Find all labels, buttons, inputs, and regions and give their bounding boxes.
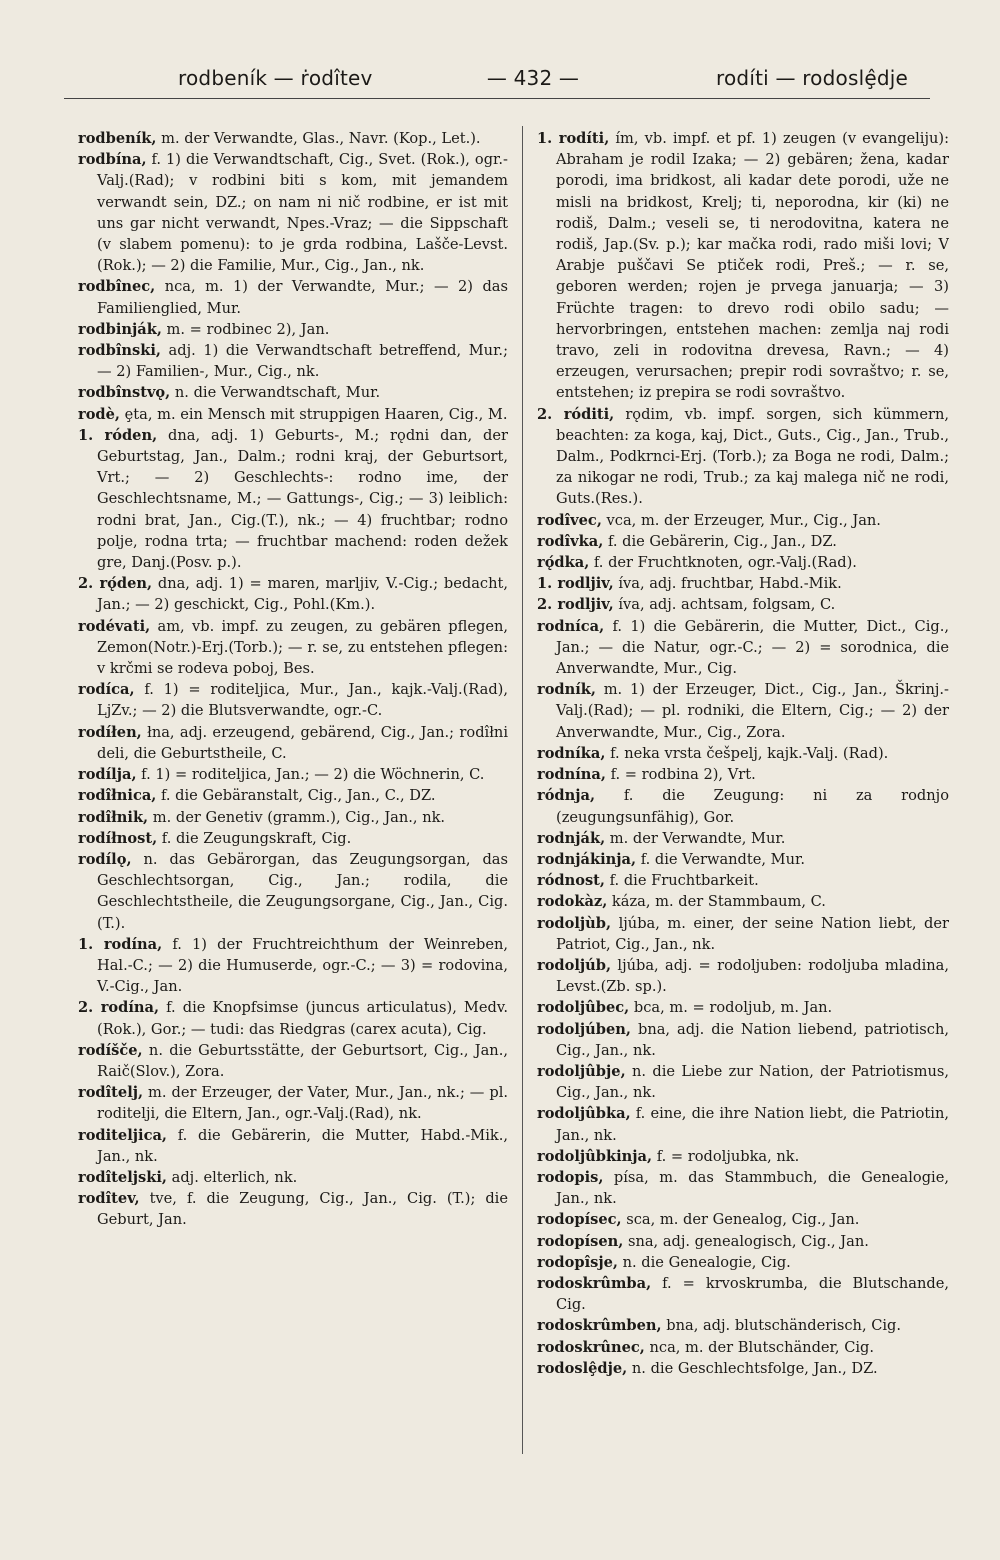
dictionary-entry [537, 1315, 949, 1336]
entry-definition: n. die Verwandtschaft, Mur. [170, 384, 381, 402]
entry-headword: rodbînski, [78, 342, 161, 360]
right-column [537, 128, 949, 1458]
dictionary-entry [537, 1167, 949, 1209]
dictionary-entry [78, 1040, 508, 1082]
entry-definition: nca, m. 1) der Verwandte, Mur.; — 2) das Familienglied, Mur. [97, 278, 508, 317]
dictionary-entry [78, 382, 508, 403]
dictionary-entry [537, 955, 949, 997]
dictionary-entry [537, 1061, 949, 1103]
entry-headword: rodíłen, [78, 723, 142, 741]
entry-definition: íva, adj. achtsam, folgsam, C. [613, 596, 836, 614]
entry-headword: 2. róditi, [537, 405, 615, 423]
entry-definition: f. = krvoskrumba, die Blutschande, Cig. [556, 1274, 949, 1314]
dictionary-entry [537, 1252, 949, 1273]
entry-definition: ȩta, m. ein Mensch mit struppigen Haaren, Cig., M. [120, 405, 508, 423]
entry-headword: rodbeník, [78, 130, 157, 147]
entry-headword: rodè, [78, 405, 120, 423]
dictionary-entry [537, 510, 949, 531]
entry-headword: rodopísen, [537, 1232, 624, 1250]
running-head [118, 66, 908, 94]
dictionary-entry [78, 849, 508, 934]
running-head-right: rodíti — rodoslȩ̂dje [716, 66, 908, 90]
entry-headword: rodoljúb, [537, 956, 612, 974]
entry-definition: f. 1) = roditeljica, Mur., Jan., kajk.-Valj.(Rad), LjZv.; — 2) die Blutsverwandte, ogr.-C. [97, 681, 508, 720]
entry-headword: ródnja, [537, 787, 596, 805]
entry-headword: rodopis, [537, 1168, 604, 1186]
header-rule [64, 98, 930, 99]
entry-definition: n. die Geschlechtsfolge, Jan., DZ. [627, 1359, 878, 1377]
dictionary-entry [78, 1125, 508, 1167]
entry-definition: f. die Fruchtbarkeit. [605, 872, 759, 890]
dictionary-entry [78, 1188, 508, 1230]
entry-headword: rodníka, [537, 744, 606, 762]
entry-definition: ím, vb. impf. et pf. 1) zeugen (v evangeliju): Abraham je rodil Izaka; — 2) gebären; žena, kadar porodi, ima bridkost, ali kadar dete porodi, uže ne misli na bridkost, Krelj; ti, neporodna, kir (ki) ne rodiš, Dalm.; veseli se, ti nerodovitna, katera ne rodiš, Jap.(Sv. p.); kar mačka rodi, rado miši lovi; V Arabje puščavi Se ptiček rodi, Preš.; — r. se, geboren werden; rojen je prvega januarja; — 3) Früchte tragen: to drevo rodi obilo sadu; — hervorbringen, entstehen machen: zemlja naj rodi travo, zeli in rodovitna drevesa, Ravn.; — 4) erzeugen, verursachen; prepir rodi sovraštvo; r. se, entstehen; iz prepira se rodi sovraštvo. [556, 130, 949, 402]
entry-headword: rodnína, [537, 766, 606, 784]
entry-definition: f. 1) die Gebärerin, die Mutter, Dict., Cig., Jan.; — die Natur, ogr.-C.; — 2) = sorodnica, die Anverwandte, Mur., Cig. [556, 617, 949, 678]
dictionary-entry [537, 828, 949, 849]
entry-headword: rodbînec, [78, 278, 156, 296]
dictionary-entry [537, 1019, 949, 1061]
entry-headword: rodbinják, [78, 320, 162, 338]
dictionary-entry [78, 425, 508, 573]
entry-definition: łna, adj. erzeugend, gebärend, Cig., Jan.; rodîłni deli, die Geburtstheile, C. [97, 723, 508, 762]
entry-headword: 1. rodína, [78, 935, 163, 953]
dictionary-entry [78, 785, 508, 806]
dictionary-entry [78, 149, 508, 276]
entry-headword: rodîteljski, [78, 1168, 167, 1186]
dictionary-entry [537, 1209, 949, 1230]
dictionary-entry [537, 849, 949, 870]
dictionary-entry [537, 785, 949, 827]
entry-definition: rǫdim, vb. impf. sorgen, sich kümmern, beachten: za koga, kaj, Dict., Guts., Cig., Jan., Trub., Dalm., Podkrnci-Erj. (Torb.); za Boga ne rodi, Dalm.; za nikogar ne rodi, Trub.; za kaj malega nič ne rodi, Guts.(Res.). [556, 405, 949, 508]
dictionary-entry [78, 319, 508, 340]
dictionary-entry [78, 128, 508, 149]
entry-definition: m. der Erzeuger, der Vater, Mur., Jan., nk.; — pl. roditelji, die Eltern, Jan., ogr.-Valj.(Rad), nk. [97, 1084, 508, 1123]
entry-definition: am, vb. impf. zu zeugen, zu gebären pflegen, Zemon(Notr.)-Erj.(Torb.); — r. se, zu entstehen pflegen: v krčmi se rodeva poboj, Bes. [97, 617, 508, 678]
dictionary-entry [78, 404, 508, 425]
entry-headword: 1. rodljiv, [537, 575, 614, 593]
entry-definition: bna, adj. blutschänderisch, Cig. [661, 1317, 902, 1335]
entry-definition: n. die Liebe zur Nation, der Patriotismus, Cig., Jan., nk. [556, 1062, 949, 1102]
entry-definition: dna, adj. 1) Geburts-, M.; rǫdni dan, der Geburtstag, Jan., Dalm.; rodni kraj, der Geburtsort, Vrt.; — 2) Geschlechts-: rodno ime, der Geschlechtsname, M.; — Gattungs-, Cig.; — 3) leiblich: rodni brat, Jan., Cig.(T.), nk.; — 4) fruchtbar; rodno polje, rodna trta; — fruchtbar machend: roden dežek gre, Danj.(Posv. p.). [97, 426, 508, 572]
entry-headword: rodnjákinja, [537, 850, 637, 868]
dictionary-entry [537, 128, 949, 404]
dictionary-entry [537, 531, 949, 552]
entry-definition: f. der Fruchtknoten, ogr.-Valj.(Rad). [589, 554, 857, 572]
entry-definition: f. die Verwandte, Mur. [636, 850, 806, 868]
dictionary-entry [537, 891, 949, 912]
entry-definition: adj. elterlich, nk. [166, 1168, 298, 1186]
entry-definition: f. die Gebäranstalt, Cig., Jan., C., DZ. [156, 787, 436, 805]
entry-definition: sca, m. der Genealog, Cig., Jan. [621, 1211, 860, 1229]
dictionary-entry [78, 807, 508, 828]
dictionary-entry [78, 1082, 508, 1124]
entry-headword: 1. róden, [78, 426, 158, 444]
dictionary-entry [78, 997, 508, 1039]
dictionary-entry [537, 764, 949, 785]
dictionary-entry [78, 573, 508, 615]
entry-definition: n. das Gebärorgan, das Zeugungsorgan, das Geschlechtsorgan, Cig., Jan.; rodila, die Geschlechtstheile, die Zeugungsorgane, Cig., Jan., Cig.(T.). [97, 850, 508, 932]
entry-headword: rodoskrûnec, [537, 1338, 645, 1356]
dictionary-entry [537, 552, 949, 573]
entry-definition: f. 1) = roditeljica, Jan.; — 2) die Wöchnerin, C. [136, 766, 485, 784]
dictionary-entry [537, 1103, 949, 1145]
entry-definition: ljúba, m. einer, der seine Nation liebt, der Patriot, Cig., Jan., nk. [556, 914, 949, 953]
entry-headword: rodoljùb, [537, 914, 612, 932]
entry-headword: rodoskrûmba, [537, 1274, 652, 1292]
dictionary-entry [78, 276, 508, 318]
dictionary-entry [78, 340, 508, 382]
dictionary-entry [537, 743, 949, 764]
entry-headword: 2. rodína, [78, 999, 160, 1017]
entry-definition: f. = rodbina 2), Vrt. [605, 766, 756, 784]
dictionary-entry [537, 1273, 949, 1315]
entry-definition: m. = rodbinec 2), Jan. [161, 320, 330, 338]
entry-definition: ljúba, adj. = rodoljuben: rodoljuba mladina, Levst.(Zb. sp.). [556, 956, 949, 996]
entry-headword: rodîtev, [78, 1190, 140, 1208]
entry-definition: f. eine, die ihre Nation liebt, die Patriotin, Jan., nk. [556, 1105, 949, 1144]
entry-definition: písa, m. das Stammbuch, die Genealogie, Jan., nk. [556, 1168, 949, 1208]
entry-headword: rodoljûbka, [537, 1105, 631, 1123]
entry-headword: rodníca, [537, 617, 605, 635]
dictionary-entry [78, 764, 508, 785]
dictionary-entry [537, 679, 949, 743]
column-divider [522, 126, 523, 1454]
entry-definition: n. die Genealogie, Cig. [617, 1253, 791, 1271]
entry-headword: 2. rǫ́den, [78, 575, 153, 593]
entry-headword: rodoljúben, [537, 1020, 631, 1038]
entry-definition: m. der Genetiv (gramm.), Cig., Jan., nk. [148, 808, 446, 826]
entry-headword: roditeljica, [78, 1126, 167, 1144]
entry-headword: rodoslȩ̂dje, [537, 1359, 628, 1377]
entry-definition: vca, m. der Erzeuger, Mur., Cig., Jan. [601, 511, 881, 529]
entry-definition: f. 1) die Verwandtschaft, Cig., Svet. (Rok.), ogr.-Valj.(Rad); v rodbini biti s kom, mit jemandem verwandt sein, DZ.; on nam ni nič rodbine, er ist mit uns gar nicht verwandt, Npes.-Vraz; — die Sippschaft (v slabem pomenu): to je grda rodbina, Lašče-Levst.(Rok.); — 2) die Familie, Mur., Cig., Jan., nk. [97, 151, 508, 275]
running-head-left: rodbeník — ṙodîtev [178, 66, 373, 90]
page-number: — 432 — [486, 66, 580, 90]
entry-headword: rodopísec, [537, 1211, 622, 1229]
dictionary-entry [537, 1358, 949, 1379]
entry-headword: rodoljûbec, [537, 999, 630, 1017]
entry-definition: f. die Knopfsimse (juncus articulatus), Medv.(Rok.), Gor.; — tudi: das Riedgras (carex acuta), Cig. [97, 999, 508, 1038]
entry-headword: rodník, [537, 681, 596, 699]
entry-definition: bca, m. = rodoljub, m. Jan. [629, 999, 833, 1017]
entry-definition: sna, adj. genealogisch, Cig., Jan. [623, 1232, 869, 1250]
entry-definition: f. die Zeugung: ni za rodnjo (zeugungsunfähig), Gor. [556, 787, 949, 826]
entry-headword: rodîtelj, [78, 1084, 144, 1102]
entry-headword: rodîvka, [537, 532, 604, 550]
entry-headword: rodílǫ, [78, 850, 132, 868]
entry-definition: dna, adj. 1) = maren, marljiv, V.-Cig.; bedacht, Jan.; — 2) geschickt, Cig., Pohl.(Km.). [97, 575, 508, 614]
entry-headword: rodoskrûmben, [537, 1317, 662, 1335]
entry-headword: rodnják, [537, 829, 606, 847]
entry-definition: f. die Gebärerin, Cig., Jan., DZ. [603, 532, 837, 550]
dictionary-entry [78, 828, 508, 849]
entry-headword: 1. rodíti, [537, 130, 610, 147]
entry-definition: káza, m. der Stammbaum, C. [607, 893, 826, 911]
entry-definition: m. 1) der Erzeuger, Dict., Cig., Jan., Škrinj.-Valj.(Rad); — pl. rodniki, die Eltern, Cig.; — 2) der Anverwandte, Mur., Cig., Zora. [556, 681, 949, 741]
entry-definition: n. die Geburtsstätte, der Geburtsort, Cig., Jan., Raič(Slov.), Zora. [97, 1041, 508, 1080]
dictionary-entry [537, 870, 949, 891]
entry-definition: tve, f. die Zeugung, Cig., Jan., Cig. (T.); die Geburt, Jan. [97, 1190, 508, 1229]
entry-definition: adj. 1) die Verwandtschaft betreffend, Mur.; — 2) Familien-, Mur., Cig., nk. [97, 342, 508, 381]
entry-definition: f. die Zeugungskraft, Cig. [157, 829, 352, 847]
entry-headword: rǫ́dka, [537, 554, 590, 572]
entry-definition: f. 1) der Fruchtreichthum der Weinreben, Hal.-C.; — 2) die Humuserde, ogr.-C.; — 3) = rodovina, V.-Cig., Jan. [97, 935, 508, 996]
left-column [78, 128, 508, 1458]
entry-headword: rodoljûbkinja, [537, 1147, 653, 1165]
entry-definition: f. die Gebärerin, die Mutter, Habd.-Mik., Jan., nk. [97, 1126, 508, 1165]
dictionary-entry [537, 1231, 949, 1252]
entry-headword: rodopîsje, [537, 1253, 618, 1271]
entry-headword: ródnost, [537, 872, 606, 890]
entry-headword: rodoljûbje, [537, 1062, 626, 1080]
entry-definition: f. = rodoljubka, nk. [652, 1147, 800, 1165]
entry-headword: rodokàz, [537, 893, 608, 911]
dictionary-entry [537, 997, 949, 1018]
entry-headword: 2. rodljiv, [537, 596, 614, 614]
entry-headword: rodbînstvǫ, [78, 384, 171, 402]
dictionary-entry [537, 1337, 949, 1358]
entry-headword: rodbína, [78, 151, 147, 169]
dictionary-entry [78, 1167, 508, 1188]
entry-headword: rodîvec, [537, 511, 602, 529]
dictionary-entry [537, 913, 949, 955]
entry-definition: m. der Verwandte, Glas., Navr. (Kop., Let.). [156, 130, 481, 147]
dictionary-entry [78, 616, 508, 680]
entry-headword: rodîłnica, [78, 787, 157, 805]
entry-headword: rodíca, [78, 681, 135, 699]
dictionary-entry [537, 594, 949, 615]
entry-definition: f. neka vrsta češpelj, kajk.-Valj. (Rad). [605, 744, 889, 762]
entry-headword: rodévati, [78, 617, 151, 635]
entry-headword: rodílja, [78, 766, 137, 784]
dictionary-entry [78, 679, 508, 721]
entry-definition: nca, m. der Blutschänder, Cig. [644, 1338, 875, 1356]
dictionary-entry [537, 404, 949, 510]
entry-headword: rodíłnost, [78, 829, 158, 847]
dictionary-entry [537, 573, 949, 594]
entry-definition: bna, adj. die Nation liebend, patriotisch, Cig., Jan., nk. [556, 1020, 949, 1059]
dictionary-entry [537, 1146, 949, 1167]
entry-definition: íva, adj. fruchtbar, Habd.-Mik. [613, 575, 842, 593]
entry-headword: rodîłnik, [78, 808, 149, 826]
entry-definition: m. der Verwandte, Mur. [605, 829, 786, 847]
dictionary-entry [537, 616, 949, 680]
dictionary-entry [78, 722, 508, 764]
entry-headword: rodíšče, [78, 1041, 143, 1059]
dictionary-entry [78, 934, 508, 998]
